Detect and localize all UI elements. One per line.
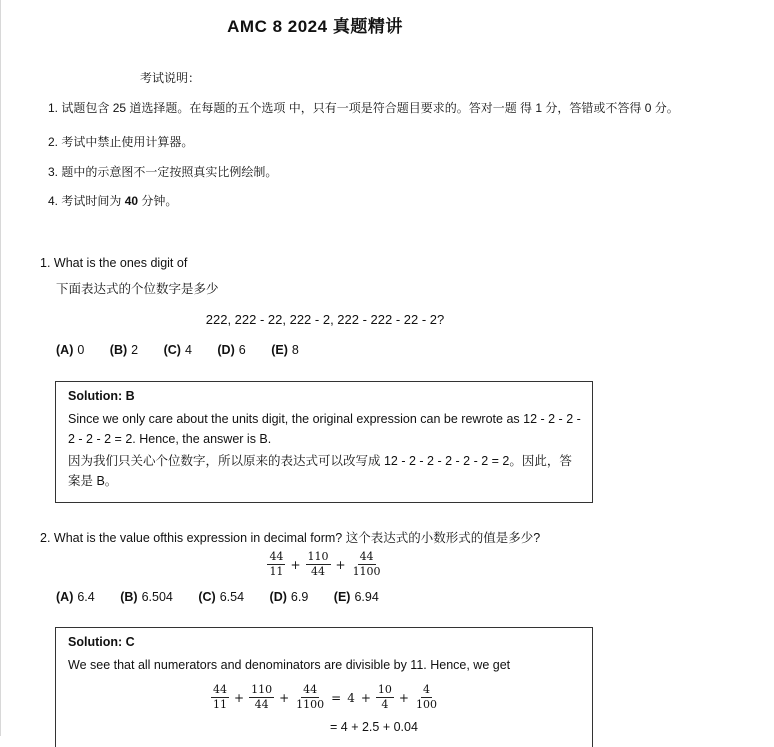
- fraction: [376, 684, 394, 711]
- note-text: 试题包含 25 道选择题。在每题的五个选项 中，只有一项是符合题目要求的。答对一题 得 1 分，答错或不答得 0 分。: [61, 101, 679, 115]
- choice-value: 6.54: [219, 590, 245, 604]
- fraction: [414, 684, 439, 711]
- equals-sign: =: [331, 690, 342, 705]
- q1-solution-title: Solution: B: [68, 389, 135, 403]
- choice-value: 2: [131, 343, 139, 357]
- choice-value: 6.9: [290, 590, 309, 604]
- plus-sign: +: [360, 690, 371, 705]
- denominator: 44: [311, 565, 325, 578]
- note-item-1: [48, 99, 679, 116]
- note-text: 考试中禁止使用计算器。: [61, 135, 194, 149]
- q1-prompt-chinese: 下面表达式的个位数字是多少: [56, 282, 219, 296]
- choice-label: (D): [217, 343, 235, 357]
- q2-choice-a[interactable]: [56, 590, 95, 604]
- notes-heading: 考试说明：: [140, 71, 201, 85]
- note-text-bold: 40: [124, 194, 139, 208]
- q1-choice-c[interactable]: [164, 343, 192, 357]
- choice-label: (B): [109, 343, 128, 357]
- note-item-4: [48, 192, 177, 209]
- note-text-before: 考试时间为: [61, 194, 122, 208]
- numerator: 10: [377, 683, 392, 696]
- q2-solution-english: We see that all numerators and denominators are divisible by 11. Hence, we get: [68, 658, 511, 672]
- choice-value: 0: [77, 343, 85, 357]
- q2-choice-b[interactable]: [120, 590, 173, 604]
- choice-label: (E): [333, 590, 351, 604]
- q1-choice-e[interactable]: [271, 343, 299, 357]
- integer-term: 4: [347, 690, 355, 705]
- q1-choice-d[interactable]: [217, 343, 245, 357]
- note-item-2: [48, 133, 193, 150]
- q2-choice-e[interactable]: [334, 590, 379, 604]
- q1-choice-b[interactable]: [110, 343, 138, 357]
- numerator: 44: [213, 683, 228, 696]
- plus-sign: +: [335, 557, 346, 572]
- choice-label: (C): [163, 343, 181, 357]
- q2-expression: [0, 551, 650, 578]
- numerator: 44: [269, 550, 284, 563]
- numerator: 4: [422, 683, 430, 696]
- choice-label: (C): [198, 590, 216, 604]
- fraction: [211, 684, 229, 711]
- plus-sign: +: [234, 690, 245, 705]
- q1-solution-chinese: 因为我们只关心个位数字，所以原来的表达式可以改写成 12 - 2 - 2 - 2 - 2 - 2 = 2。因此，答案是 B。: [68, 454, 572, 488]
- page-left-edge: [0, 0, 1, 736]
- choice-value: 6.504: [141, 590, 173, 604]
- q2-choices: [56, 590, 401, 604]
- choice-label: (B): [120, 590, 138, 604]
- note-text-after: 分钟。: [141, 194, 178, 208]
- note-number: 2.: [48, 135, 59, 149]
- plus-sign: +: [290, 557, 301, 572]
- plus-sign: +: [279, 690, 290, 705]
- q2-solution-equation: [0, 684, 650, 711]
- q2-choice-d[interactable]: [270, 590, 309, 604]
- q1-expression: 222, 222 - 22, 222 - 2, 222 - 222 - 22 - 2?: [205, 312, 445, 327]
- choice-value: 6.94: [354, 590, 379, 604]
- numerator: 44: [303, 683, 318, 696]
- choice-value: 4: [184, 343, 192, 357]
- choice-value: 6.4: [77, 590, 95, 604]
- q2-choice-c[interactable]: [198, 590, 244, 604]
- q1-choices: [56, 343, 321, 357]
- fraction: [249, 684, 274, 711]
- denominator: 1100: [352, 565, 381, 578]
- note-number: 1.: [48, 101, 59, 115]
- choice-label: (D): [269, 590, 287, 604]
- q2-prompt: 2. What is the value ofthis expression in decimal form? 这个表达式的小数形式的值是多少?: [40, 531, 541, 545]
- choice-label: (A): [56, 590, 74, 604]
- fraction: [267, 551, 285, 578]
- numerator: 44: [359, 550, 374, 563]
- q1-solution-english: Since we only care about the units digit, the original expression can be rewrote as 12 - 2 - 2 - 2 - 2 - 2 = 2. Hence, the answer is B.: [68, 412, 581, 446]
- denominator: 100: [415, 698, 437, 711]
- numerator: 110: [307, 550, 329, 563]
- denominator: 11: [269, 565, 284, 578]
- note-number: 3.: [48, 165, 59, 179]
- note-text: 题中的示意图不一定按照真实比例绘制。: [61, 165, 278, 179]
- q2-solution-title: Solution: C: [68, 635, 135, 649]
- denominator: 44: [254, 698, 269, 711]
- q2-solution-line2: = 4 + 2.5 + 0.04: [330, 720, 418, 734]
- numerator: 110: [251, 683, 273, 696]
- choice-label: (A): [56, 343, 74, 357]
- choice-value: 8: [291, 343, 299, 357]
- fraction: [306, 551, 331, 578]
- denominator: 11: [213, 698, 228, 711]
- choice-label: (E): [271, 343, 288, 357]
- choice-value: 6: [238, 343, 246, 357]
- q1-prompt-english: 1. What is the ones digit of: [40, 256, 188, 270]
- fraction: [351, 551, 383, 578]
- plus-sign: +: [398, 690, 409, 705]
- note-number: 4.: [48, 194, 59, 208]
- note-item-3: [48, 163, 277, 180]
- q1-solution-box: [55, 381, 593, 503]
- page-title: AMC 8 2024 真题精讲: [227, 17, 403, 36]
- denominator: 1100: [296, 698, 325, 711]
- fraction: [294, 684, 326, 711]
- q1-choice-a[interactable]: [56, 343, 84, 357]
- denominator: 4: [381, 698, 389, 711]
